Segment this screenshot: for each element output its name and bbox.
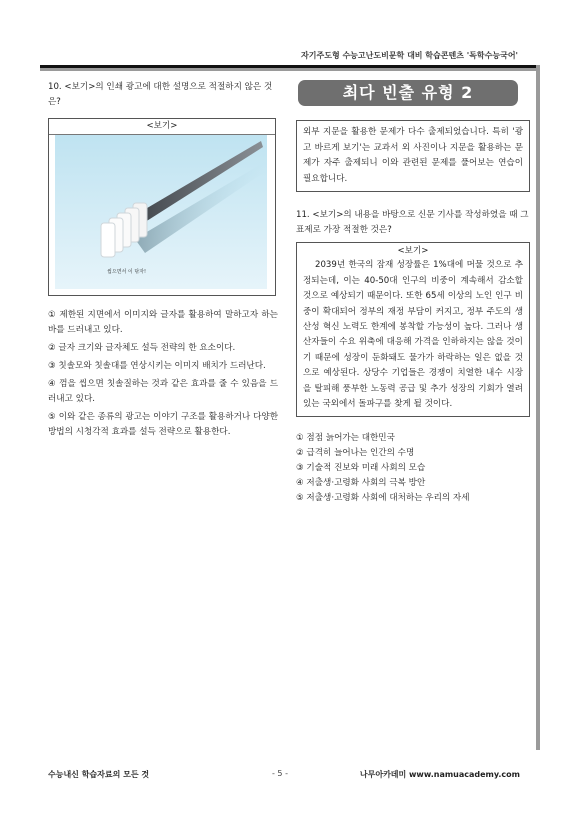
choice-1: ① 점점 늙어가는 대한민국 [296, 433, 395, 444]
right-border-bar [536, 65, 540, 750]
ad-example-box [48, 118, 276, 296]
passage-box [296, 242, 530, 417]
option-3: ③ 칫솔모와 칫솔대를 연상시키는 이미지 배치가 드러난다. [48, 361, 266, 371]
footer-right: 나무아카데미 www.namuacademy.com [359, 770, 520, 779]
right-column [296, 80, 530, 506]
option-2: ② 글자 크기와 글자체도 설득 전략의 한 요소이다. [48, 343, 236, 353]
question-11: 11. <보기>의 내용을 바탕으로 신문 기사를 작성하였을 때 그 표제로 가장 적절한 것은? [296, 210, 529, 236]
ad-caption: 씹으면서 이 닦자! [107, 269, 146, 275]
box-label: <보기> [397, 246, 429, 257]
option-5: ⑤ 이와 같은 종류의 광고는 이야기 구조를 활용하거나 다양한 방법의 시청각적 효과를 설득 전략으로 활용한다. [48, 412, 278, 437]
choice-4: ④ 저출생·고령화 사회의 극복 방안 [296, 478, 426, 489]
choice-3: ③ 기술적 진보와 미래 사회의 모습 [296, 463, 426, 474]
choice-2: ② 급격히 늘어나는 인간의 수명 [296, 448, 415, 459]
gum-ad-image [55, 135, 267, 289]
question-10: 10. <보기>의 인쇄 광고에 대한 설명으로 적절하지 않은 것은? [48, 82, 273, 107]
option-4: ④ 껌을 씹으면 칫솔질하는 것과 같은 효과를 줄 수 있음을 드러내고 있다. [48, 379, 278, 404]
q11-choices [296, 431, 530, 506]
q10-options [48, 308, 278, 440]
page-number: - 5 - [272, 769, 288, 778]
top-rule-shadow [40, 68, 536, 71]
left-column [48, 80, 278, 443]
gum-toothbrush-illustration [55, 135, 267, 289]
header-title: 자기주도형 수능고난도비문학 대비 학습콘텐츠 '독학수능국어' [301, 51, 518, 60]
option-1: ① 제한된 지면에서 이미지와 글자를 활용하여 말하고자 하는 바를 드러내고 있다. [48, 310, 278, 335]
box-label: <보기> [49, 119, 275, 135]
passage-text: 2039년 한국의 잠재 성장률은 1%대에 머물 것으로 추정되는데, 이는 40-50대 인구의 비중이 계속해서 감소할 것으로 예상되기 때문이다. 또한 65세 이상의 노인 인구 비중이 확대되어 정부의 재정 부담이 커지고, 정부 주도의 생산성 혁신 노력도 한계에 봉착할 가능성이 높다. 그러나 생산자들이 수요 위축에 대응해 가격을 인하하지는 않을 것이기 때문에 성장이 둔화돼도 물가가 하락하는 일은 없을 것으로 예상된다. 상당수 기업들은 경쟁이 치열한 내수 시장을 탈피해 풍부한 노동력 공급 및 추가 성장의 기회가 열려 있는 국외에서 돌파구를 찾게 될 것이다. [303, 260, 523, 410]
section-banner: 최다 빈출 유형 2 [298, 80, 518, 106]
gum-sticks [101, 203, 147, 257]
choice-5: ⑤ 저출생·고령화 사회에 대처하는 우리의 자세 [296, 493, 470, 504]
info-box: 외부 지문을 활용한 문제가 다수 출제되었습니다. 특히 '광고 바르게 보기'는 교과서 외 사진이나 지문을 활용하는 문제가 자주 출제되니 이와 관련된 문제를 풀어보는 연습이 필요합니다. [296, 120, 530, 192]
footer-left: 수능내신 학습자료의 모든 것 [48, 770, 150, 779]
